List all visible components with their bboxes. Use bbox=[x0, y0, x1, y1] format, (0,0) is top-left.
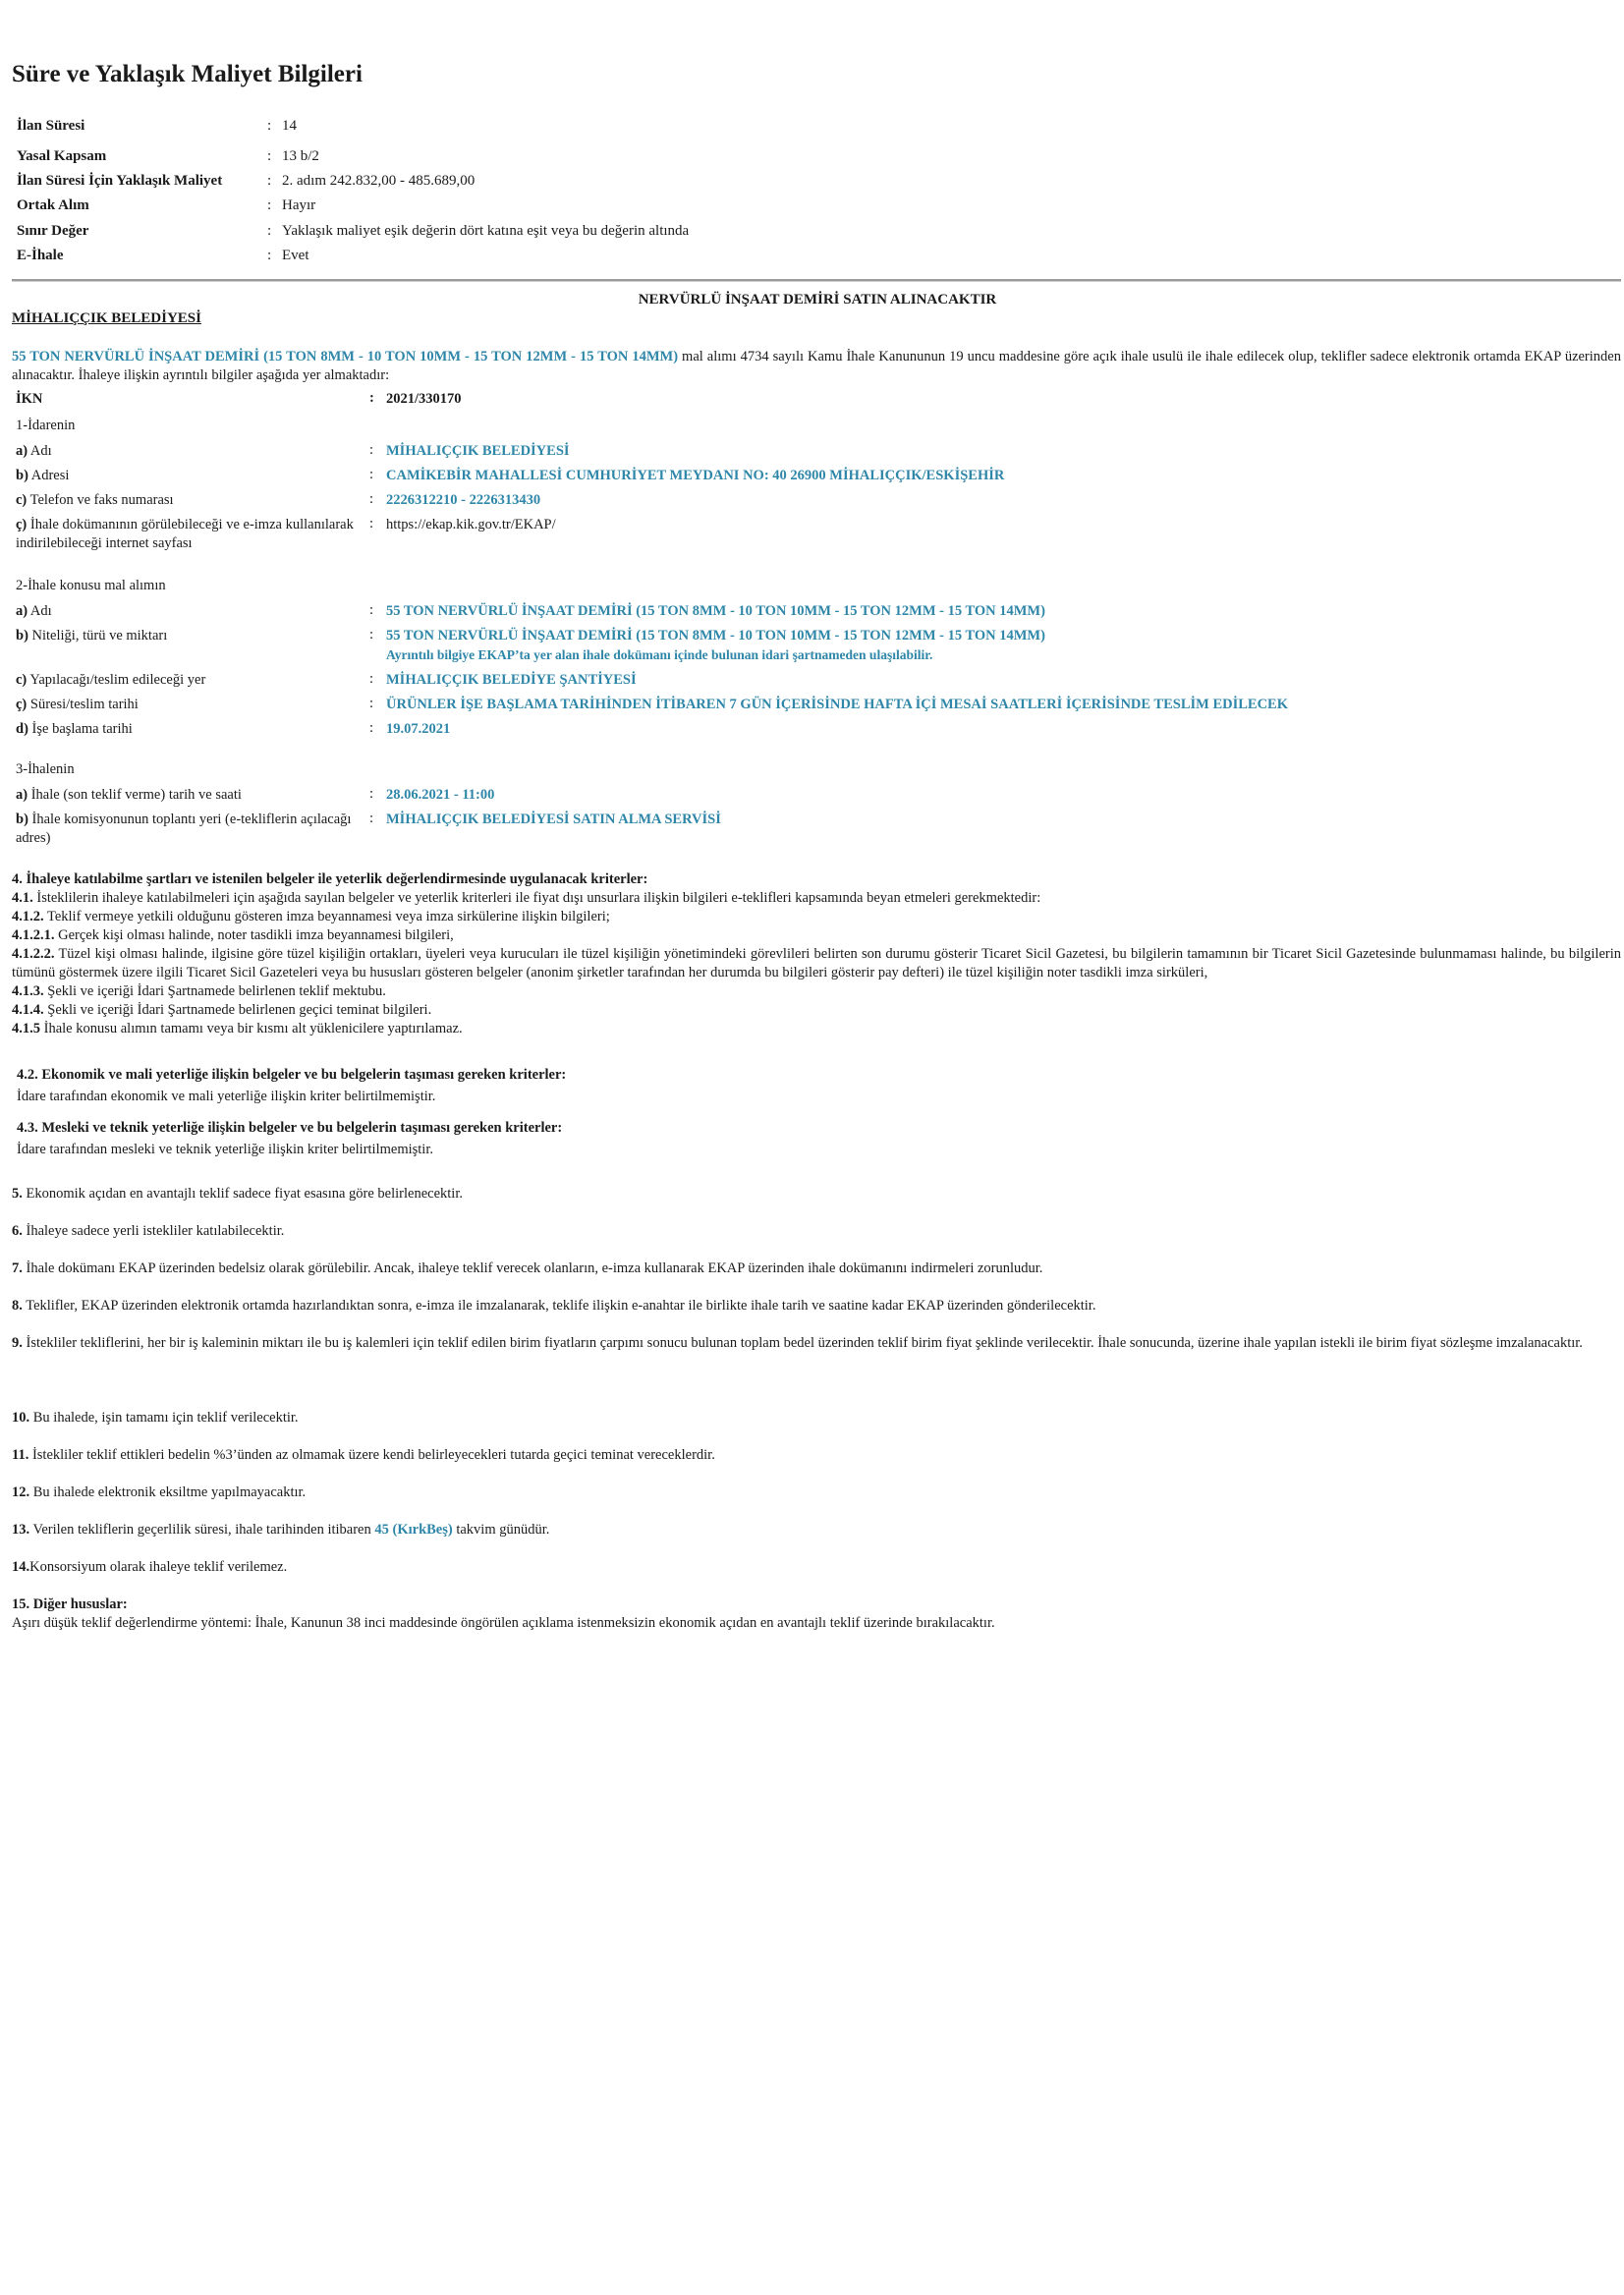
item-number: 10. bbox=[12, 1410, 30, 1426]
clause-number: 4.1.4. bbox=[12, 1002, 44, 1018]
summary-label: Yasal Kapsam bbox=[17, 148, 107, 164]
detail-colon: : bbox=[369, 671, 374, 687]
item-number: 8. bbox=[12, 1298, 23, 1314]
ikn-value: 2021/330170 bbox=[386, 391, 462, 407]
detail-label: c) Yapılacağı/teslim edileceği yer bbox=[16, 672, 206, 688]
detail-value: 55 TON NERVÜRLÜ İNŞAAT DEMİRİ (15 TON 8MM - 10 TON 10MM - 15 TON 12MM - 15 TON 14MM) bbox=[386, 603, 1045, 619]
detail-label: ç) İhale dokümanının görülebileceği ve e-imza kullanılarak indirilebileceği internet sayfası bbox=[16, 517, 354, 551]
summary-colon: : bbox=[267, 197, 272, 213]
item-number: 5. bbox=[12, 1186, 23, 1202]
clause-number: 4.1.2. bbox=[12, 909, 44, 924]
intro-paragraph bbox=[12, 348, 1621, 385]
item-text: Verilen tekliflerin geçerlilik süresi, ihale tarihinden itibaren bbox=[29, 1522, 375, 1538]
clause-text: Gerçek kişi olması halinde, noter tasdikli imza beyannamesi bilgileri, bbox=[54, 927, 454, 943]
summary-colon: : bbox=[267, 118, 272, 134]
clause-text: Teklif vermeye yetkili olduğunu gösteren imza beyannamesi veya imza sirkülerine ilişkin bilgileri; bbox=[43, 909, 610, 924]
item-7 bbox=[12, 1259, 1621, 1278]
detail-colon: : bbox=[369, 516, 374, 532]
detail-value: MİHALIÇÇIK BELEDİYESİ SATIN ALMA SERVİSİ bbox=[386, 812, 721, 827]
detail-value: 55 TON NERVÜRLÜ İNŞAAT DEMİRİ (15 TON 8MM - 10 TON 10MM - 15 TON 12MM - 15 TON 14MM) bbox=[386, 628, 1045, 644]
authority-name: MİHALIÇÇIK BELEDİYESİ bbox=[12, 310, 201, 326]
item-text: takvim günüdür. bbox=[452, 1522, 550, 1538]
item-number: 11. bbox=[12, 1447, 29, 1463]
detail-colon: : bbox=[369, 811, 374, 826]
detail-value: MİHALIÇÇIK BELEDİYE ŞANTİYESİ bbox=[386, 672, 637, 688]
summary-colon: : bbox=[267, 248, 272, 263]
detail-value: MİHALIÇÇIK BELEDİYESİ bbox=[386, 443, 570, 459]
summary-value: 13 b/2 bbox=[282, 148, 319, 164]
summary-value: 2. adım 242.832,00 - 485.689,00 bbox=[282, 173, 476, 189]
subheading: 4.3. Mesleki ve teknik yeterliğe ilişkin belgeler ve bu belgelerin taşıması gereken kriterler: bbox=[17, 1120, 563, 1136]
item-text: Bu ihalede, işin tamamı için teklif verilecektir. bbox=[29, 1410, 299, 1426]
item-10 bbox=[12, 1409, 1621, 1427]
detail-colon: : bbox=[369, 467, 374, 482]
detail-label: ç) Süresi/teslim tarihi bbox=[16, 697, 139, 712]
clause-text: Şekli ve içeriği İdari Şartnamede belirlenen geçici teminat bilgileri. bbox=[43, 1002, 432, 1018]
clause-number: 4.1.3. bbox=[12, 983, 44, 999]
summary-label: E-İhale bbox=[17, 248, 64, 263]
item-number: 13. bbox=[12, 1522, 30, 1538]
detail-label: b) Niteliği, türü ve miktarı bbox=[16, 628, 168, 644]
item-8 bbox=[12, 1297, 1621, 1315]
clause-text: İhale konusu alımın tamamı veya bir kısmı alt yüklenicilere yaptırılamaz. bbox=[40, 1021, 463, 1036]
section-title: 1-İdarenin bbox=[16, 418, 76, 433]
item-number: 7. bbox=[12, 1260, 23, 1276]
intro-subject: 55 TON NERVÜRLÜ İNŞAAT DEMİRİ (15 TON 8MM - 10 TON 10MM - 15 TON 12MM - 15 TON 14MM) bbox=[12, 349, 679, 364]
detail-value: ÜRÜNLER İŞE BAŞLAMA TARİHİNDEN İTİBAREN 7 GÜN İÇERİSİNDE HAFTA İÇİ MESAİ SAATLERİ İÇERİSİNDE TESLİM EDİLECEK bbox=[386, 697, 1289, 712]
criteria-heading-42 bbox=[17, 1066, 1624, 1085]
item-14 bbox=[12, 1558, 1621, 1577]
item-text: Konsorsiyum olarak ihaleye teklif verilemez. bbox=[29, 1559, 288, 1575]
summary-value: 14 bbox=[282, 118, 297, 134]
detail-colon: : bbox=[369, 696, 374, 711]
criteria-text-43: İdare tarafından mesleki ve teknik yeterliğe ilişkin kriter belirtilmemiştir. bbox=[17, 1142, 433, 1157]
detail-value: 2226312210 - 2226313430 bbox=[386, 492, 541, 508]
summary-value: Hayır bbox=[282, 197, 316, 213]
detail-value: 19.07.2021 bbox=[386, 721, 451, 737]
detail-label: a) İhale (son teklif verme) tarih ve saati bbox=[16, 787, 242, 803]
detail-colon: : bbox=[369, 627, 374, 643]
clause-text: Şekli ve içeriği İdari Şartnamede belirlenen teklif mektubu. bbox=[43, 983, 386, 999]
detail-label: b) Adresi bbox=[16, 468, 70, 483]
item-number: 6. bbox=[12, 1223, 23, 1239]
detail-colon: : bbox=[369, 786, 374, 802]
item-15 bbox=[12, 1595, 1621, 1633]
item-text: İhale dokümanı EKAP üzerinden bedelsiz olarak görülebilir. Ancak, ihaleye teklif verecek olanların, e-imza kullanarak EKAP üzerinden ihale dokümanını indirmeleri zorunludur. bbox=[22, 1260, 1043, 1276]
detail-label: a) Adı bbox=[16, 443, 52, 459]
ekap-link[interactable]: https://ekap.kik.gov.tr/EKAP/ bbox=[386, 517, 556, 532]
summary-value: Evet bbox=[282, 248, 309, 263]
item-9 bbox=[12, 1334, 1621, 1353]
document-page bbox=[12, 0, 1623, 2295]
detail-note: Ayrıntılı bilgiye EKAP’ta yer alan ihale dokümanı içinde bulunan idari şartnameden ulaşılabilir. bbox=[386, 647, 933, 662]
detail-colon: : bbox=[369, 491, 374, 507]
clause-number: 4.1. bbox=[12, 890, 33, 906]
clause-text: Tüzel kişi olması halinde, ilgisine göre tüzel kişiliğin ortakları, üyeleri veya kurucuları ile tüzel kişiliğin yönetimindeki görevlileri belirten son durumu gösterir Ticaret Sicil Gazetesi, bu bilgilerin tamamının bir Ticaret Sicil Gazetesinde bulunmaması halinde, bu bilgilerin tümünü göstermek üzere ilgili Ticaret Sicil Gazeteleri veya bu hususları gösteren belgeler (anonim şirketler tarafından her durumda bu bilgileri gösterir pay defteri) ile tüzel kişiliğin noter tasdikli imza sirküleri, bbox=[12, 946, 1621, 980]
clause-text: İsteklilerin ihaleye katılabilmeleri için aşağıda sayılan belgeler ve yeterlik kriterleri ile fiyat dışı unsurlara ilişkin bilgileri e-teklifleri kapsamında beyan etmeleri gerekmektedir: bbox=[32, 890, 1041, 906]
summary-label: Ortak Alım bbox=[17, 197, 89, 213]
clause-number: 4.1.2.2. bbox=[12, 946, 55, 962]
item-text: Ekonomik açıdan en avantajlı teklif sadece fiyat esasına göre belirlenecektir. bbox=[22, 1186, 463, 1202]
summary-colon: : bbox=[267, 148, 272, 164]
item-12 bbox=[12, 1483, 1621, 1502]
detail-label: d) İşe başlama tarihi bbox=[16, 721, 133, 737]
detail-value: 28.06.2021 - 11:00 bbox=[386, 787, 495, 803]
item-text: Aşırı düşük teklif değerlendirme yöntemi: İhale, Kanunun 38 inci maddesinde öngörülen açıklama istenmeksizin ekonomik açıdan en avantajlı teklif üzerinde bırakılacaktır. bbox=[12, 1615, 995, 1631]
item-13 bbox=[12, 1521, 1621, 1539]
section-title: 3-İhalenin bbox=[16, 761, 75, 777]
criteria-heading-43 bbox=[17, 1119, 1624, 1138]
clause-number: 4.1.5 bbox=[12, 1021, 40, 1036]
summary-colon: : bbox=[267, 173, 272, 189]
item-6 bbox=[12, 1222, 1621, 1241]
ikn-label: İKN bbox=[16, 391, 43, 407]
summary-colon: : bbox=[267, 223, 272, 239]
item-heading: 15. Diğer hususlar: bbox=[12, 1596, 128, 1612]
page-title: Süre ve Yaklaşık Maliyet Bilgileri bbox=[12, 61, 363, 87]
subheading: 4.2. Ekonomik ve mali yeterliğe ilişkin belgeler ve bu belgelerin taşıması gereken kriterler: bbox=[17, 1067, 567, 1083]
item-text: Bu ihalede elektronik eksiltme yapılmayacaktır. bbox=[29, 1484, 307, 1500]
divider bbox=[12, 279, 1621, 282]
criteria-heading: 4. İhaleye katılabilme şartları ve istenilen belgeler ile yeterlik değerlendirmesinde uygulanacak kriterler: bbox=[12, 871, 648, 887]
criteria-block bbox=[12, 870, 1621, 1038]
summary-value: Yaklaşık maliyet eşik değerin dört katına eşit veya bu değerin altında bbox=[282, 223, 690, 239]
ikn-colon: : bbox=[369, 390, 374, 406]
detail-colon: : bbox=[369, 720, 374, 736]
summary-label: İlan Süresi bbox=[17, 118, 85, 134]
item-number: 9. bbox=[12, 1335, 23, 1351]
detail-colon: : bbox=[369, 602, 374, 618]
detail-label: c) Telefon ve faks numarası bbox=[16, 492, 174, 508]
item-text: İstekliler tekliflerini, her bir iş kaleminin miktarı ile bu iş kalemleri için teklif edilen birim fiyatların çarpımı sonucu bulunan toplam bedel üzerinden teklif birim fiyat şeklinde verilecektir. İhale sonucunda, üzerine ihale yapılan istekli ile birim fiyat sözleşme imzalanacaktır. bbox=[22, 1335, 1583, 1351]
clause-number: 4.1.2.1. bbox=[12, 927, 55, 943]
detail-value: CAMİKEBİR MAHALLESİ CUMHURİYET MEYDANI NO: 40 26900 MİHALIÇÇIK/ESKİŞEHİR bbox=[386, 468, 1005, 483]
criteria-text-42: İdare tarafından ekonomik ve mali yeterliğe ilişkin kriter belirtilmemiştir. bbox=[17, 1089, 436, 1104]
summary-label: Sınır Değer bbox=[17, 223, 89, 239]
item-text: İhaleye sadece yerli istekliler katılabilecektir. bbox=[22, 1223, 285, 1239]
item-number: 14. bbox=[12, 1559, 30, 1575]
detail-label: a) Adı bbox=[16, 603, 52, 619]
item-text: Teklifler, EKAP üzerinden elektronik ortamda hazırlandıktan sonra, e-imza ile imzalanarak, teklife ilişkin e-anahtar ile birlikte ihale tarih ve saatine kadar EKAP üzerinden gönderilecektir. bbox=[22, 1298, 1096, 1314]
notice-title: NERVÜRLÜ İNŞAAT DEMİRİ SATIN ALINACAKTIR bbox=[638, 292, 997, 308]
summary-label: İlan Süresi İçin Yaklaşık Maliyet bbox=[17, 173, 223, 189]
item-5 bbox=[12, 1185, 1621, 1203]
item-number: 12. bbox=[12, 1484, 30, 1500]
item-text: İstekliler teklif ettikleri bedelin %3’ünden az olmamak üzere kendi belirleyecekleri tutarda geçici teminat vereceklerdir. bbox=[28, 1447, 715, 1463]
detail-colon: : bbox=[369, 442, 374, 458]
intro-text: mal alımı 4734 sayılı Kamu İhale Kanununun 19 uncu maddesine göre açık ihale usulü ile ihale edilecek olup, teklifler sadece elektronik ortamda EKAP üzerinden alınacaktır. İhaleye ilişkin ayrıntılı bilgiler aşağıda yer almaktadır: bbox=[12, 349, 1621, 383]
validity-period: 45 (KırkBeş) bbox=[374, 1522, 453, 1538]
item-11 bbox=[12, 1446, 1621, 1465]
section-title: 2-İhale konusu mal alımın bbox=[16, 578, 166, 593]
detail-label: b) İhale komisyonunun toplantı yeri (e-tekliflerin açılacağı adres) bbox=[16, 812, 352, 846]
